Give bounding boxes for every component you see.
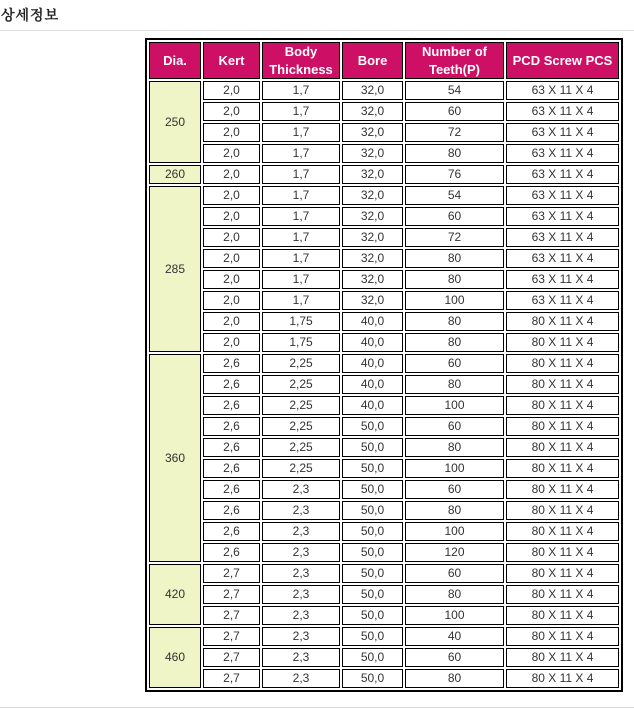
spec-cell: 80 X 11 X 4 [506, 396, 619, 415]
spec-cell: 2,3 [262, 627, 340, 646]
spec-cell: 60 [405, 648, 504, 667]
spec-cell: 63 X 11 X 4 [506, 270, 619, 289]
table-row [149, 144, 619, 163]
spec-cell: 2,7 [203, 669, 260, 688]
spec-cell: 40,0 [342, 333, 403, 352]
table-row [149, 396, 619, 415]
table-row [149, 165, 619, 184]
spec-cell: 2,25 [262, 438, 340, 457]
spec-cell: 54 [405, 81, 504, 100]
table-row [149, 249, 619, 268]
table-row [149, 81, 619, 100]
table-header-row [149, 42, 619, 79]
spec-cell: 2,3 [262, 648, 340, 667]
dia-group-cell: 260 [149, 165, 201, 184]
spec-cell: 60 [405, 480, 504, 499]
spec-table-body [149, 81, 619, 688]
table-row [149, 207, 619, 226]
spec-cell: 2,0 [203, 144, 260, 163]
spec-cell: 80 [405, 375, 504, 394]
spec-cell: 80 X 11 X 4 [506, 543, 619, 562]
spec-cell: 60 [405, 102, 504, 121]
page-title: 상세정보 [1, 7, 60, 23]
column-header: Bore [342, 42, 403, 79]
table-row [149, 627, 619, 646]
spec-cell: 80 [405, 669, 504, 688]
spec-cell: 32,0 [342, 249, 403, 268]
spec-cell: 2,25 [262, 396, 340, 415]
spec-cell: 2,6 [203, 459, 260, 478]
spec-cell: 63 X 11 X 4 [506, 144, 619, 163]
spec-cell: 80 X 11 X 4 [506, 417, 619, 436]
spec-cell: 1,7 [262, 144, 340, 163]
dia-group-cell: 360 [149, 354, 201, 562]
table-row [149, 291, 619, 310]
spec-cell: 2,6 [203, 417, 260, 436]
spec-cell: 63 X 11 X 4 [506, 123, 619, 142]
spec-cell: 2,6 [203, 501, 260, 520]
table-row [149, 270, 619, 289]
spec-cell: 60 [405, 207, 504, 226]
table-row [149, 186, 619, 205]
spec-cell: 2,3 [262, 669, 340, 688]
spec-cell: 2,7 [203, 606, 260, 625]
spec-table [145, 38, 623, 692]
spec-cell: 1,7 [262, 270, 340, 289]
spec-cell: 2,25 [262, 354, 340, 373]
spec-cell: 2,3 [262, 480, 340, 499]
spec-cell: 80 [405, 585, 504, 604]
spec-cell: 2,6 [203, 480, 260, 499]
table-row [149, 648, 619, 667]
spec-cell: 100 [405, 522, 504, 541]
spec-cell: 72 [405, 228, 504, 247]
spec-cell: 63 X 11 X 4 [506, 207, 619, 226]
spec-cell: 80 X 11 X 4 [506, 522, 619, 541]
spec-cell: 2,3 [262, 543, 340, 562]
spec-cell: 2,6 [203, 438, 260, 457]
table-row [149, 522, 619, 541]
spec-cell: 32,0 [342, 165, 403, 184]
spec-cell: 32,0 [342, 81, 403, 100]
spec-cell: 2,7 [203, 648, 260, 667]
spec-cell: 120 [405, 543, 504, 562]
spec-cell: 1,7 [262, 207, 340, 226]
spec-cell: 50,0 [342, 417, 403, 436]
table-row [149, 354, 619, 373]
spec-cell: 40,0 [342, 312, 403, 331]
spec-cell: 63 X 11 X 4 [506, 186, 619, 205]
dia-group-cell: 420 [149, 564, 201, 625]
title-divider [0, 30, 634, 31]
spec-cell: 80 [405, 249, 504, 268]
spec-cell: 2,6 [203, 396, 260, 415]
spec-cell: 1,75 [262, 312, 340, 331]
spec-cell: 100 [405, 459, 504, 478]
spec-cell: 80 [405, 438, 504, 457]
spec-cell: 50,0 [342, 564, 403, 583]
table-row [149, 669, 619, 688]
spec-cell: 63 X 11 X 4 [506, 81, 619, 100]
spec-cell: 80 X 11 X 4 [506, 669, 619, 688]
table-row [149, 375, 619, 394]
spec-cell: 80 X 11 X 4 [506, 312, 619, 331]
spec-cell: 50,0 [342, 585, 403, 604]
spec-cell: 2,3 [262, 501, 340, 520]
spec-cell: 54 [405, 186, 504, 205]
spec-cell: 1,7 [262, 102, 340, 121]
spec-cell: 50,0 [342, 669, 403, 688]
spec-cell: 2,0 [203, 186, 260, 205]
spec-cell: 32,0 [342, 270, 403, 289]
spec-cell: 63 X 11 X 4 [506, 102, 619, 121]
spec-cell: 80 X 11 X 4 [506, 564, 619, 583]
table-row [149, 564, 619, 583]
spec-cell: 1,7 [262, 186, 340, 205]
spec-cell: 63 X 11 X 4 [506, 228, 619, 247]
spec-cell: 2,25 [262, 417, 340, 436]
spec-cell: 2,3 [262, 585, 340, 604]
spec-cell: 1,7 [262, 165, 340, 184]
spec-cell: 2,0 [203, 165, 260, 184]
spec-cell: 32,0 [342, 207, 403, 226]
spec-cell: 60 [405, 564, 504, 583]
column-header: Kert [203, 42, 260, 79]
spec-cell: 1,75 [262, 333, 340, 352]
spec-cell: 2,6 [203, 543, 260, 562]
spec-cell: 80 X 11 X 4 [506, 627, 619, 646]
spec-cell: 1,7 [262, 291, 340, 310]
spec-cell: 80 X 11 X 4 [506, 375, 619, 394]
spec-cell: 80 X 11 X 4 [506, 501, 619, 520]
spec-cell: 80 [405, 270, 504, 289]
spec-cell: 2,7 [203, 585, 260, 604]
spec-table-container [145, 38, 623, 692]
spec-cell: 2,3 [262, 564, 340, 583]
spec-cell: 40 [405, 627, 504, 646]
table-row [149, 102, 619, 121]
column-header: Number of Teeth(P) [405, 42, 504, 79]
table-row [149, 585, 619, 604]
column-header: PCD Screw PCS [506, 42, 619, 79]
spec-cell: 32,0 [342, 102, 403, 121]
spec-cell: 100 [405, 291, 504, 310]
spec-cell: 2,0 [203, 312, 260, 331]
spec-cell: 2,7 [203, 627, 260, 646]
table-row [149, 480, 619, 499]
spec-cell: 50,0 [342, 522, 403, 541]
dia-group-cell: 460 [149, 627, 201, 688]
table-row [149, 438, 619, 457]
spec-cell: 2,0 [203, 102, 260, 121]
spec-cell: 2,7 [203, 564, 260, 583]
spec-cell: 100 [405, 606, 504, 625]
spec-cell: 50,0 [342, 543, 403, 562]
spec-cell: 50,0 [342, 438, 403, 457]
spec-cell: 32,0 [342, 186, 403, 205]
spec-cell: 2,0 [203, 333, 260, 352]
spec-cell: 1,7 [262, 249, 340, 268]
spec-cell: 32,0 [342, 144, 403, 163]
spec-cell: 2,3 [262, 606, 340, 625]
table-row [149, 606, 619, 625]
spec-cell: 63 X 11 X 4 [506, 249, 619, 268]
spec-cell: 40,0 [342, 354, 403, 373]
spec-cell: 2,0 [203, 291, 260, 310]
spec-cell: 50,0 [342, 606, 403, 625]
spec-cell: 1,7 [262, 228, 340, 247]
spec-cell: 60 [405, 417, 504, 436]
spec-cell: 2,6 [203, 522, 260, 541]
bottom-divider [0, 707, 634, 708]
spec-cell: 2,0 [203, 270, 260, 289]
spec-cell: 1,7 [262, 123, 340, 142]
dia-group-cell: 285 [149, 186, 201, 352]
spec-cell: 80 [405, 144, 504, 163]
table-row [149, 333, 619, 352]
spec-cell: 80 X 11 X 4 [506, 438, 619, 457]
column-header: Dia. [149, 42, 201, 79]
spec-cell: 32,0 [342, 291, 403, 310]
spec-cell: 50,0 [342, 459, 403, 478]
table-row [149, 417, 619, 436]
spec-cell: 50,0 [342, 501, 403, 520]
dia-group-cell: 250 [149, 81, 201, 163]
spec-cell: 100 [405, 396, 504, 415]
table-row [149, 123, 619, 142]
spec-cell: 32,0 [342, 228, 403, 247]
spec-cell: 80 X 11 X 4 [506, 585, 619, 604]
spec-cell: 80 X 11 X 4 [506, 606, 619, 625]
table-row [149, 228, 619, 247]
spec-cell: 80 [405, 312, 504, 331]
spec-cell: 60 [405, 354, 504, 373]
spec-cell: 80 [405, 501, 504, 520]
spec-cell: 63 X 11 X 4 [506, 291, 619, 310]
spec-cell: 2,0 [203, 249, 260, 268]
spec-cell: 72 [405, 123, 504, 142]
spec-cell: 80 [405, 333, 504, 352]
spec-cell: 2,6 [203, 375, 260, 394]
spec-cell: 50,0 [342, 648, 403, 667]
spec-cell: 2,0 [203, 207, 260, 226]
table-row [149, 543, 619, 562]
spec-cell: 2,25 [262, 459, 340, 478]
spec-cell: 50,0 [342, 480, 403, 499]
spec-cell: 2,0 [203, 81, 260, 100]
spec-cell: 1,7 [262, 81, 340, 100]
spec-cell: 80 X 11 X 4 [506, 648, 619, 667]
spec-cell: 63 X 11 X 4 [506, 165, 619, 184]
spec-cell: 2,0 [203, 123, 260, 142]
spec-cell: 2,6 [203, 354, 260, 373]
spec-cell: 80 X 11 X 4 [506, 354, 619, 373]
column-header: Body Thickness [262, 42, 340, 79]
spec-cell: 50,0 [342, 627, 403, 646]
spec-cell: 2,25 [262, 375, 340, 394]
spec-cell: 2,3 [262, 522, 340, 541]
spec-cell: 80 X 11 X 4 [506, 480, 619, 499]
table-row [149, 501, 619, 520]
spec-cell: 80 X 11 X 4 [506, 333, 619, 352]
spec-cell: 40,0 [342, 396, 403, 415]
spec-cell: 40,0 [342, 375, 403, 394]
spec-cell: 2,0 [203, 228, 260, 247]
spec-cell: 76 [405, 165, 504, 184]
table-row [149, 459, 619, 478]
spec-cell: 80 X 11 X 4 [506, 459, 619, 478]
table-row [149, 312, 619, 331]
spec-cell: 32,0 [342, 123, 403, 142]
